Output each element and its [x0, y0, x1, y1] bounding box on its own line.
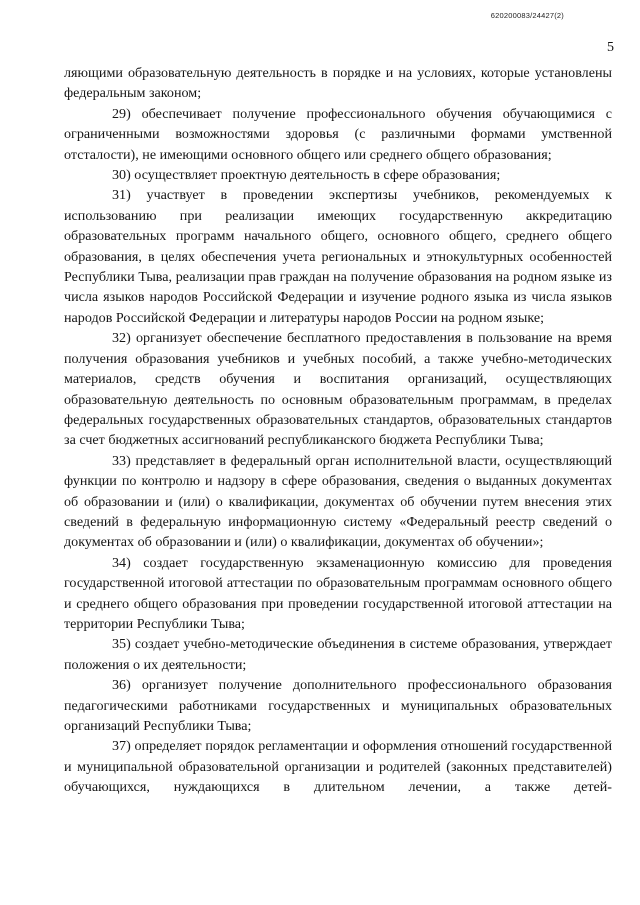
document-number: 620200083/24427(2) — [490, 11, 564, 20]
paragraph-item-32: 32) организует обеспечение бесплатного предоставления в пользование на время получения образования учебников и учебных пособий, а также учебно-методических материалов, средств обучения и воспитания организаций, осуществляющих образовательную деятельность по основным образовательным программам, в пределах федеральных государственных образовательных стандартов, образовательных стандартов за счет бюджетных ассигнований республиканского бюджета Республики Тыва; — [64, 330, 612, 449]
paragraph-item-31: 31) участвует в проведении экспертизы учебников, рекомендуемых к использованию при реализации имеющих государственную аккредитацию образовательных программ начального общего, основного общего, среднего общего образования, в целях обеспечения учета региональных и этнокультурных особенностей Республики Тыва, реализации прав граждан на получение образования на родном языке из числа языков народов Российской Федерации и изучение родного языка из числа языков народов Российской Федерации и литературы народов России на родном языке; — [64, 187, 612, 326]
paragraph-item-36: 36) организует получение дополнительного профессионального образования педагогическими работниками государственных и муниципальных образовательных организаций Республики Тыва; — [64, 677, 612, 734]
paragraph-item-34: 34) создает государственную экзаменационную комиссию для проведения государственной итоговой аттестации по образовательным программам основного общего и среднего общего образования при проведении государственной итоговой аттестации на территории Республики Тыва; — [64, 554, 612, 632]
paragraph-item-30: 30) осуществляет проектную деятельность в сфере образования; — [112, 167, 501, 184]
paragraph-item-37: 37) определяет порядок регламентации и оформления отношений государственной и муниципальной образовательной организации и родителей (законных представителей) обучающихся, нуждающихся в длительном лечении, а также детей- — [64, 738, 612, 796]
page-number: 5 — [607, 40, 614, 55]
paragraph-item-29: 29) обеспечивает получение профессионального обучения обучающимися с ограниченными возможностями здоровья (с различными формами умственной отсталости), не имеющими основного общего или среднего общего образования; — [64, 105, 612, 163]
paragraph-continuation: ляющими образовательную деятельность в порядке и на условиях, которые установлены федеральным законом; — [64, 65, 612, 102]
document-body — [64, 63, 612, 798]
paragraph-item-35: 35) создает учебно-методические объединения в системе образования, утверждает положения о их деятельности; — [64, 636, 612, 673]
paragraph-item-33: 33) представляет в федеральный орган исполнительной власти, осуществляющий функции по контролю и надзору в сфере образования, сведения о выданных документах об образовании и (или) о квалификации, документах об обучении путем внесения этих сведений в федеральную информационную систему «Федеральный реестр сведений о документах об образовании и (или) о квалификации, документах об обучении»; — [64, 452, 612, 551]
